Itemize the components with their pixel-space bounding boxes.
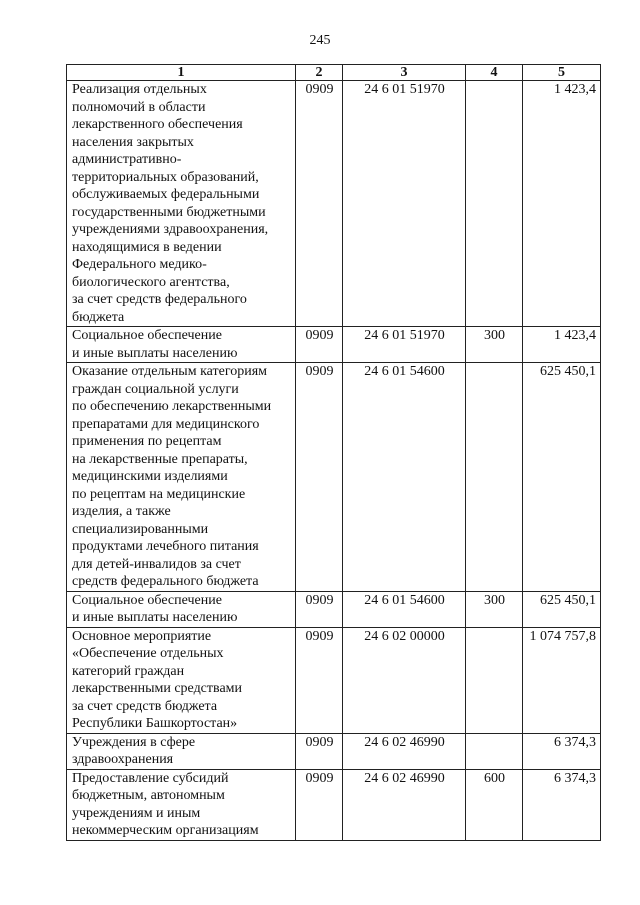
name-line: биологического агентства, (72, 274, 230, 290)
cell-target-article: 24 6 02 46990 (343, 769, 466, 840)
name-line: специализированными (72, 521, 209, 537)
name-line: категорий граждан (72, 663, 185, 679)
cell-section: 0909 (296, 769, 343, 840)
name-line: полномочий в области (72, 99, 206, 115)
table-row (67, 327, 601, 363)
name-line: здравоохранения (72, 752, 174, 767)
name-line: средств федерального бюджета (72, 574, 259, 589)
cell-amount: 1 423,4 (523, 81, 601, 327)
name-line: Социальное обеспечение (72, 328, 222, 343)
cell-name (67, 769, 296, 840)
name-line: граждан социальной услуги (72, 381, 239, 397)
name-line: учреждениями здравоохранения, (72, 222, 269, 237)
name-line: медицинскими изделиями (72, 469, 228, 484)
name-line: за счет средств бюджета (72, 698, 218, 714)
cell-amount: 625 450,1 (523, 591, 601, 627)
cell-expense-type (466, 81, 523, 327)
cell-target-article: 24 6 01 51970 (343, 327, 466, 363)
cell-target-article: 24 6 01 54600 (343, 591, 466, 627)
name-line: изделия, а также (72, 504, 171, 519)
name-line: учреждениям и иным (72, 805, 201, 821)
cell-name (67, 363, 296, 592)
cell-target-article: 24 6 01 51970 (343, 81, 466, 327)
name-line: Оказание отдельным категориям (72, 364, 268, 379)
name-line: Предоставление субсидий (72, 770, 229, 786)
name-line: применения по рецептам (72, 434, 222, 449)
table-row (67, 363, 601, 592)
name-line: Социальное обеспечение (72, 592, 222, 608)
table-row (67, 591, 601, 627)
cell-name (67, 81, 296, 327)
name-line: препаратами для медицинского (72, 416, 260, 432)
name-line: государственными бюджетными (72, 204, 266, 220)
name-line: и иные выплаты населению (72, 610, 238, 625)
name-line: лекарственными средствами (72, 681, 243, 696)
name-line: бюджета (72, 309, 125, 325)
cell-expense-type (466, 627, 523, 733)
cell-amount: 6 374,3 (523, 733, 601, 769)
name-line: на лекарственные препараты, (72, 451, 248, 467)
cell-section: 0909 (296, 327, 343, 363)
cell-expense-type (466, 733, 523, 769)
name-line: по рецептам на медицинские (72, 486, 246, 502)
cell-target-article: 24 6 01 54600 (343, 363, 466, 592)
name-line: обслуживаемых федеральными (72, 187, 260, 202)
cell-target-article: 24 6 02 00000 (343, 627, 466, 733)
cell-section: 0909 (296, 591, 343, 627)
name-line: «Обеспечение отдельных (72, 646, 224, 661)
name-line: Основное мероприятие (72, 628, 212, 644)
name-line: Реализация отдельных (72, 82, 207, 97)
name-line: Республики Башкортостан» (72, 716, 238, 731)
name-line: Федерального медико- (72, 257, 207, 272)
cell-amount: 625 450,1 (523, 363, 601, 592)
table-row (67, 627, 601, 733)
cell-name (67, 327, 296, 363)
name-line: по обеспечению лекарственными (72, 399, 272, 414)
name-line: бюджетным, автономным (72, 788, 225, 803)
name-line: находящимися в ведении (72, 239, 222, 255)
cell-section: 0909 (296, 733, 343, 769)
table-row (67, 81, 601, 327)
header-section: 2 (296, 65, 343, 81)
cell-name (67, 591, 296, 627)
cell-amount: 6 374,3 (523, 769, 601, 840)
cell-name (67, 733, 296, 769)
header-expense-type: 4 (466, 65, 523, 81)
cell-name (67, 627, 296, 733)
cell-amount: 1 423,4 (523, 327, 601, 363)
name-line: и иные выплаты населению (72, 345, 238, 361)
cell-section: 0909 (296, 627, 343, 733)
name-line: территориальных образований, (72, 169, 259, 185)
name-line: некоммерческим организациям (72, 823, 259, 838)
cell-expense-type: 300 (466, 591, 523, 627)
name-line: лекарственного обеспечения (72, 117, 243, 132)
table-header-row (67, 65, 601, 81)
name-line: за счет средств федерального (72, 292, 247, 307)
cell-section: 0909 (296, 81, 343, 327)
budget-table (66, 64, 601, 841)
name-line: продуктами лечебного питания (72, 539, 259, 554)
header-target-article: 3 (343, 65, 466, 81)
name-line: административно- (72, 152, 182, 167)
name-line: населения закрытых (72, 134, 194, 150)
cell-section: 0909 (296, 363, 343, 592)
table-row (67, 733, 601, 769)
table-row (67, 769, 601, 840)
name-line: для детей-инвалидов за счет (72, 556, 241, 572)
cell-expense-type: 300 (466, 327, 523, 363)
name-line: Учреждения в сфере (72, 734, 196, 750)
header-amount: 5 (523, 65, 601, 81)
cell-expense-type: 600 (466, 769, 523, 840)
cell-expense-type (466, 363, 523, 592)
cell-amount: 1 074 757,8 (523, 627, 601, 733)
page-number: 245 (309, 33, 331, 48)
header-name: 1 (67, 65, 296, 81)
cell-target-article: 24 6 02 46990 (343, 733, 466, 769)
